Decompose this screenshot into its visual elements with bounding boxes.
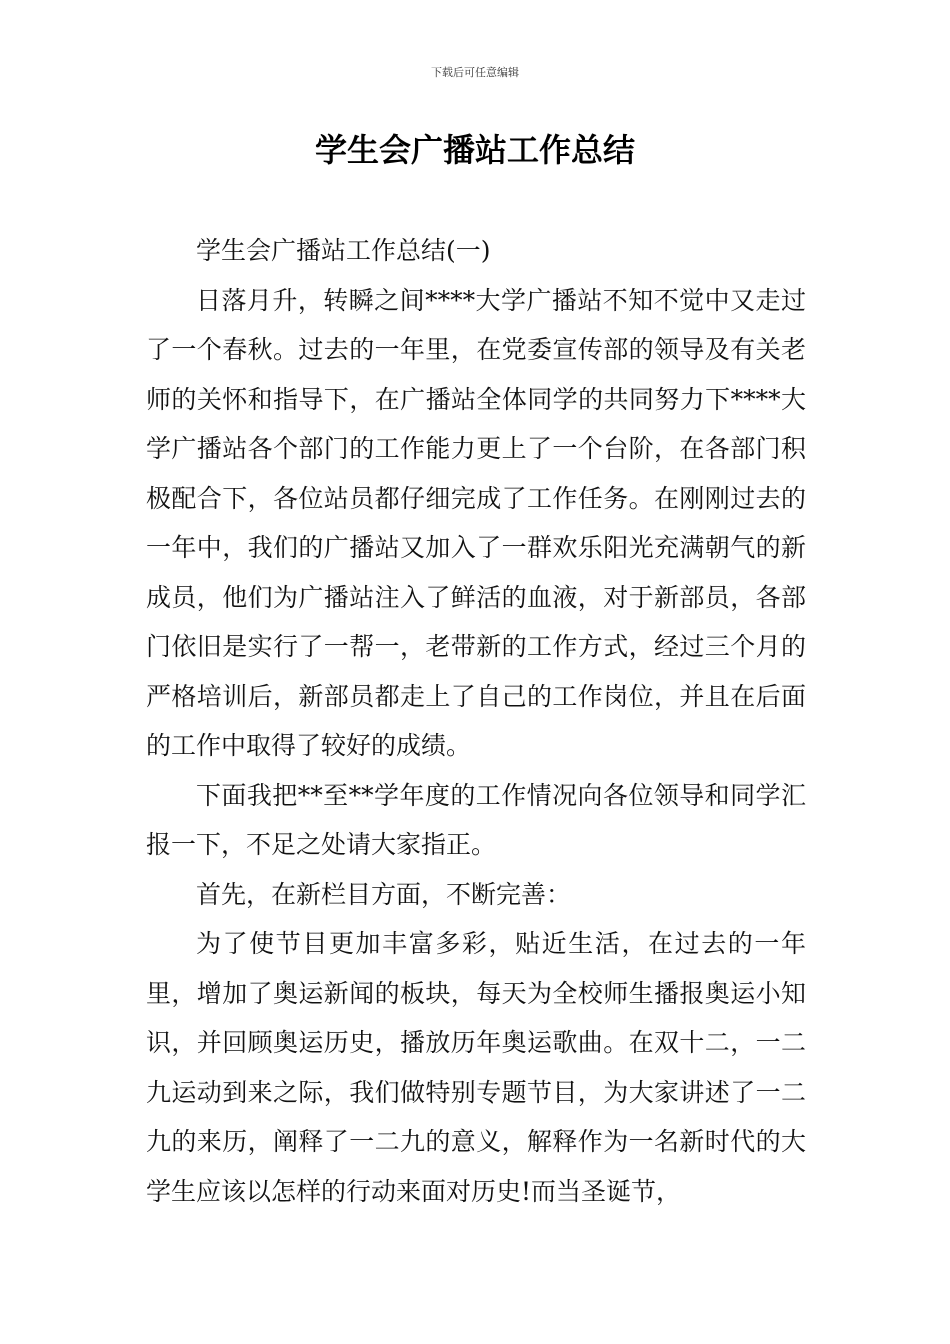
- paragraph: 下面我把**至**学年度的工作情况向各位领导和同学汇报一下，不足之处请大家指正。: [146, 780, 806, 859]
- paragraph: 首先，在新栏目方面，不断完善：: [196, 879, 572, 909]
- section-heading: 学生会广播站工作总结(一): [196, 236, 491, 265]
- document-body: [146, 226, 806, 1216]
- paragraph: 日落月升，转瞬之间****大学广播站不知不觉中又走过了一个春秋。过去的一年里，在党委宣传部的领导及有关老师的关怀和指导下，在广播站全体同学的共同努力下****大学广播站各个部门的工作能力更上了一个台阶，在各部门积极配合下，各位站员都仔细完成了工作任务。在刚刚过去的一年中，我们的广播站又加入了一群欢乐阳光充满朝气的新成员，他们为广播站注入了鲜活的血液，对于新部员，各部门依旧是实行了一帮一，老带新的工作方式，经过三个月的严格培训后，新部员都走上了自己的工作岗位，并且在后面的工作中取得了较好的成绩。: [146, 285, 806, 760]
- paragraph: 为了使节目更加丰富多彩，贴近生活，在过去的一年里，增加了奥运新闻的板块，每天为全校师生播报奥运小知识，并回顾奥运历史，播放历年奥运歌曲。在双十二，一二九运动到来之际，我们做特别专题节目，为大家讲述了一二九的来历，阐释了一二九的意义，解释作为一名新时代的大学生应该以怎样的行动来面对历史!而当圣诞节，: [146, 929, 806, 1206]
- document-title: 学生会广播站工作总结: [314, 131, 635, 169]
- header-note: 下载后可任意编辑: [431, 66, 519, 79]
